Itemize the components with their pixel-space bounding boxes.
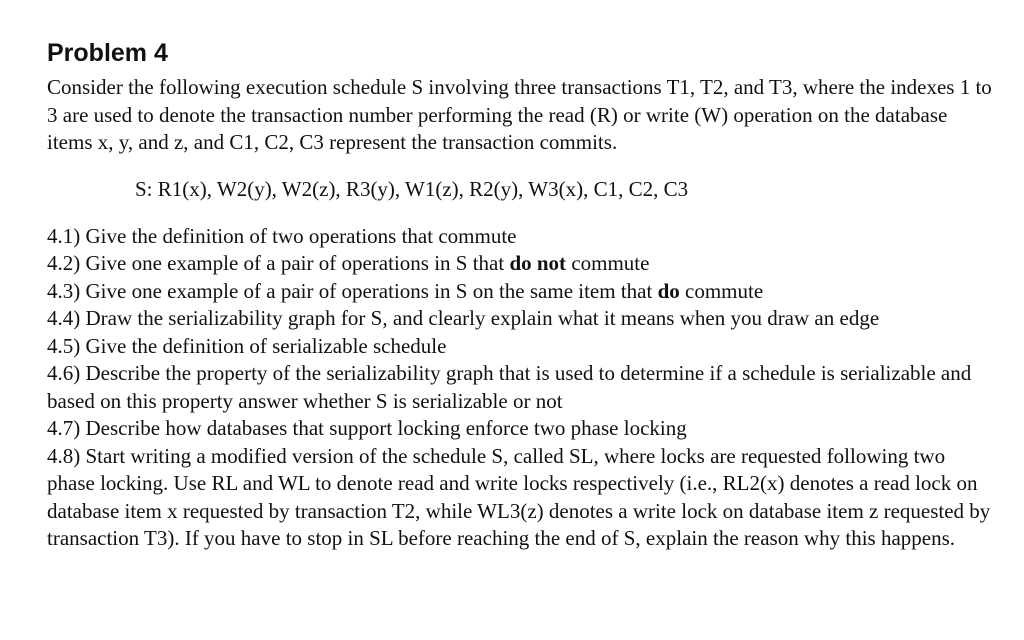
question-4-7: 4.7) Describe how databases that support locking enforce two phase locking (47, 416, 687, 440)
question-4-4: 4.4) Draw the serializability graph for S, and clearly explain what it means when you draw an edge (47, 306, 880, 330)
question-4-5: 4.5) Give the definition of serializable schedule (47, 333, 447, 358)
question-4-2-before: 4.2) Give one example of a pair of operations in S that (47, 251, 510, 275)
problem-intro: Consider the following execution schedule S involving three transactions T1, T2, and T3, where the indexes 1 to 3 are used to denote the transaction number performing the read (R) or write (W) operation on the database items x, y, and z, and C1, C2, C3 represent the transaction commits. (47, 75, 992, 154)
question-4-2-after: commute (566, 251, 650, 275)
question-4-3-after: commute (679, 278, 764, 303)
schedule-line: S: R1(x), W2(y), W2(z), R3(y), W1(z), R2(y), W3(x), C1, C2, C3 (135, 176, 689, 201)
question-list (47, 223, 994, 553)
question-4-8: 4.8) Start writing a modified version of the schedule S, called SL, where locks are requested following two phase locking. Use RL and WL to denote read and write locks respectively (i.e., RL2(x) denotes a read lock on database item x requested by transaction T2, while WL3(z) denotes a write lock on database item z requested by transaction T3). If you have to stop in SL before reaching the end of S, explain the reason why this happens. (47, 443, 991, 550)
problem-title: Problem 4 (47, 39, 168, 67)
question-4-3 (47, 278, 994, 306)
question-4-3-before: 4.3) Give one example of a pair of operations in S on the same item that (47, 278, 658, 303)
question-4-2-emphasis: do not (509, 251, 567, 275)
question-4-3-emphasis: do (657, 278, 680, 303)
question-4-1: 4.1) Give the definition of two operations that commute (47, 223, 517, 248)
question-4-2 (47, 250, 994, 278)
question-4-6: 4.6) Describe the property of the serializability graph that is used to determine if a schedule is serializable and based on this property answer whether S is serializable or not (47, 361, 972, 413)
